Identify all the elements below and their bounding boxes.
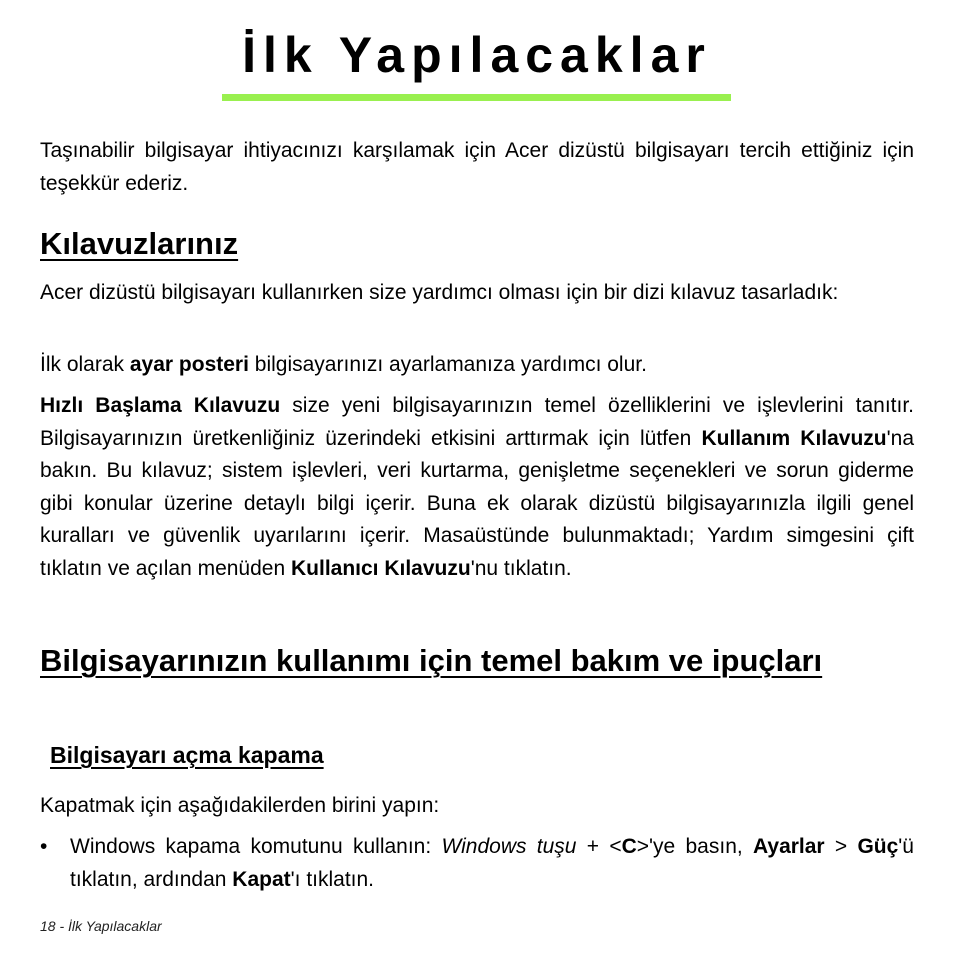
bold-run: C [621,835,637,858]
italic-run: Windows tuşu [441,835,577,858]
bold-run: Kullanım Kılavuzu [701,426,887,450]
power-off-paragraph: Kapatmak için aşağıdakilerden birini yapın: [40,794,440,817]
text-run: + < [576,835,622,858]
text-run: İlk olarak [40,353,130,376]
bullet-icon: • [40,835,48,858]
guides-paragraph: Acer dizüstü bilgisayarı kullanırken size yardımcı olması için bir dizi kılavuz tasarladık: [40,281,839,304]
text-run: size yeni bilgisayarınızın temel özelliklerini ve işlevlerini tanıtır. Bilgisayarınızın üretkenliğiniz üzerindeki etkisini arttırmak için lütfen [40,394,915,450]
text-run: >'ye basın, [636,835,753,858]
setup-poster-paragraph [40,349,914,382]
text-run: > [824,835,858,858]
subsection-heading-power: Bilgisayarı açma kapama [50,742,324,768]
page-footer: 18 - İlk Yapılacaklar [40,918,162,934]
bold-run: Güç [857,835,899,858]
bold-run: Kapat [232,867,291,891]
text-run: Windows kapama komutunu kullanın: [70,835,442,858]
bold-run: Ayarlar [753,835,825,858]
list-item-text [70,831,914,896]
text-run: 'ü tıklatın, ardından [70,835,914,891]
quick-start-paragraph [40,390,914,585]
bold-run: Hızlı Başlama Kılavuzu [40,394,281,417]
section-heading-care-tips: Bilgisayarınızın kullanımı için temel bakım ve ipuçları [40,643,823,678]
title-underline-bar [222,94,731,101]
text-run: 'ı tıklatın. [290,867,375,891]
bold-run: ayar posteri [129,353,249,376]
text-run: bilgisayarınızı ayarlamanıza yardımcı olur. [248,353,647,376]
page-title: İlk Yapılacaklar [242,27,712,83]
section-heading-guides: Kılavuzlarınız [40,226,239,261]
intro-paragraph: Taşınabilir bilgisayar ihtiyacınızı karşılamak için Acer dizüstü bilgisayarı tercih ettiğiniz için teşekkür ederiz. [40,139,914,195]
text-run: 'nu tıklatın. [470,556,572,580]
text-run: 'na bakın. Bu kılavuz; sistem işlevleri, veri kurtarma, genişletme seçenekleri ve sorun giderme gibi konular üzerine detaylı bilgi içerir. Buna ek olarak dizüstü bilgisayarınızla ilgili genel kuralları ve güvenlik uyarılarını içerir. Masaüstünde bulunmaktadı; Yardım simgesini çift tıklatın ve açılan menüden [40,426,915,580]
bold-run: Kullanıcı Kılavuzu [291,556,471,580]
